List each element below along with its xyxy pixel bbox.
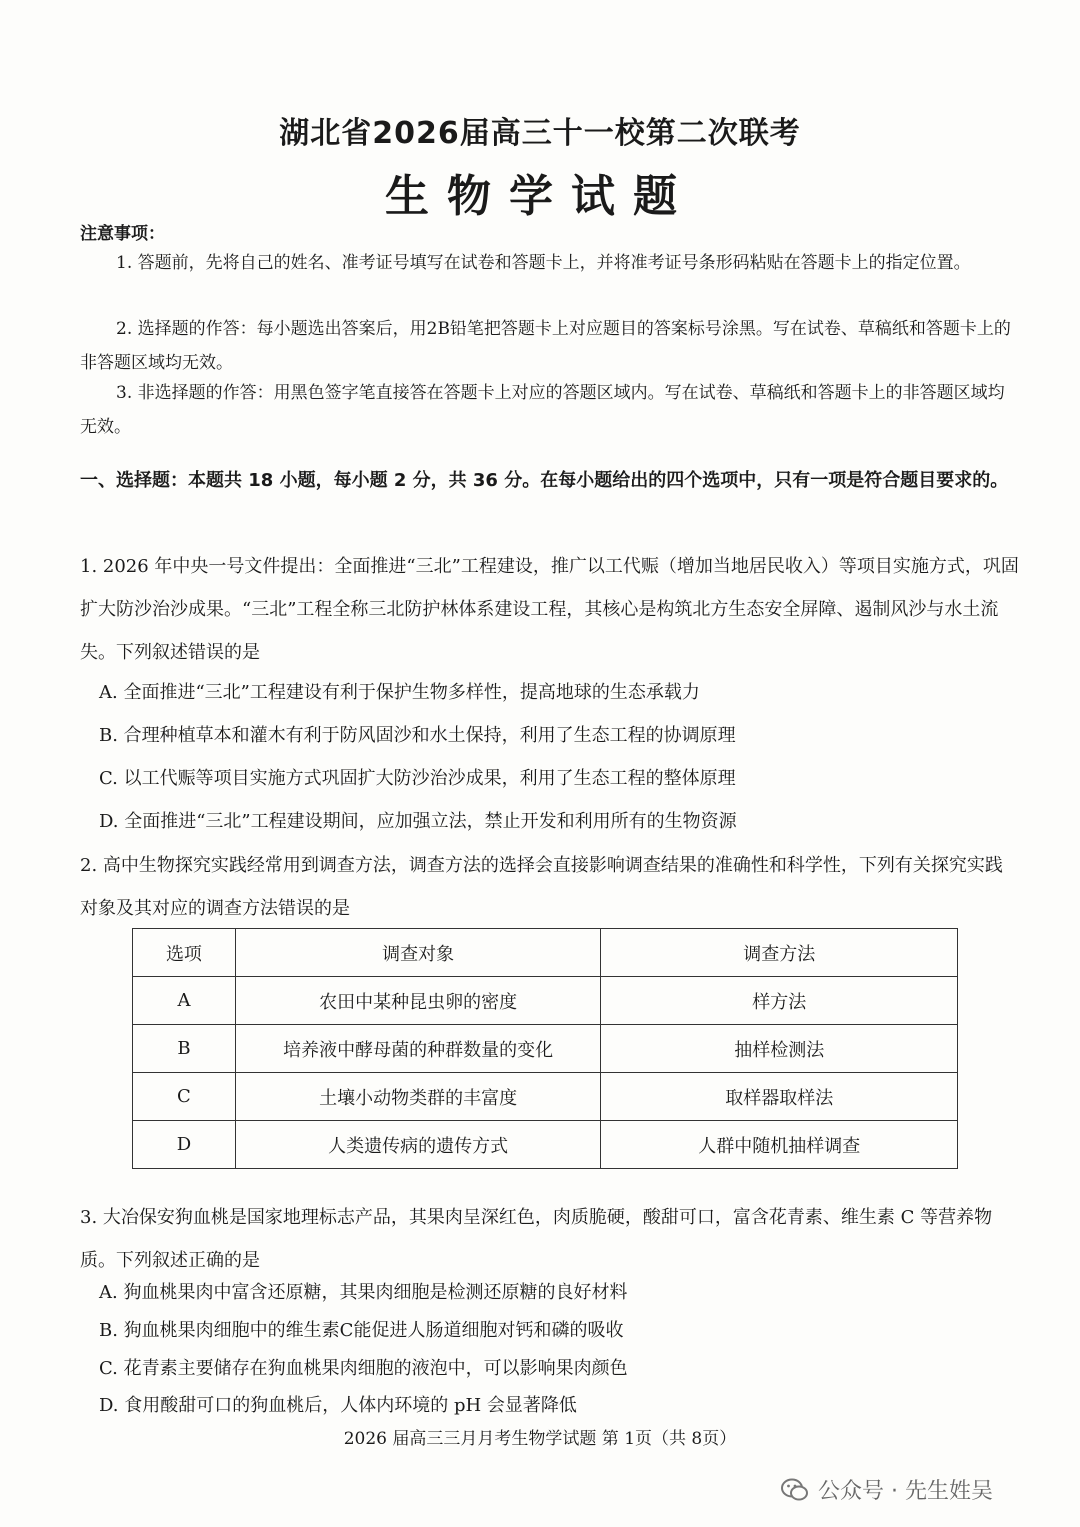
question-3-option-c: C. 花青素主要储存在狗血桃果肉细胞的液泡中，可以影响果肉颜色: [99, 1358, 628, 1379]
table-cell: 农田中某种昆虫卵的密度: [235, 977, 601, 1025]
question-2-stem: 2. 高中生物探究实践经常用到调查方法，调查方法的选择会直接影响调查结果的准确性和科学性，下列有关探究实践对象及其对应的调查方法错误的是: [80, 855, 1003, 919]
survey-method-table: [132, 928, 958, 1169]
table-row: [133, 977, 958, 1025]
table-row: [133, 1025, 958, 1073]
page-footer: 2026 届高三三月月考生物学试题 第 1页（共 8页）: [343, 1429, 737, 1449]
question-3-stem: 3. 大冶保安狗血桃是国家地理标志产品，其果肉呈深红色，肉质脆硬，酸甜可口，富含花青素、维生素 C 等营养物质。下列叙述正确的是: [80, 1207, 993, 1271]
table-header-cell: 调查对象: [235, 929, 601, 977]
table-row: [133, 1073, 958, 1121]
table-cell: 人类遗传病的遗传方式: [235, 1121, 601, 1169]
exam-title: 湖北省2026届高三十一校第二次联考: [279, 116, 801, 151]
table-header-cell: 选项: [133, 929, 236, 977]
notice-item-1: 1. 答题前，先将自己的姓名、准考证号填写在试卷和答题卡上，并将准考证号条形码粘贴在答题卡上的指定位置。: [116, 253, 971, 273]
question-1-option-b: B. 合理种植草本和灌木有利于防风固沙和水土保持，利用了生态工程的协调原理: [99, 725, 736, 746]
table-cell: D: [133, 1121, 236, 1169]
table-cell: C: [133, 1073, 236, 1121]
table-header-cell: 调查方法: [601, 929, 958, 977]
watermark-text: 公众号 · 先生姓吴: [818, 1479, 993, 1504]
question-1-option-c: C. 以工代赈等项目实施方式巩固扩大防沙治沙成果，利用了生态工程的整体原理: [99, 768, 736, 789]
table-cell: 培养液中酵母菌的种群数量的变化: [235, 1025, 601, 1073]
table-cell: 人群中随机抽样调查: [601, 1121, 958, 1169]
question-1-option-d: D. 全面推进“三北”工程建设期间，应加强立法，禁止开发和利用所有的生物资源: [99, 811, 737, 832]
notice-item-2: 2. 选择题的作答：每小题选出答案后，用2B铅笔把答题卡上对应题目的答案标号涂黑。写在试卷、草稿纸和答题卡上的非答题区域均无效。: [80, 319, 1011, 373]
table-cell: B: [133, 1025, 236, 1073]
table-row: [133, 1121, 958, 1169]
question-3-option-a: A. 狗血桃果肉中富含还原糖，其果肉细胞是检测还原糖的良好材料: [99, 1282, 628, 1303]
watermark: [780, 1474, 993, 1505]
table-header-row: [133, 929, 958, 977]
section-heading: 一、选择题：本题共 18 小题，每小题 2 分，共 36 分。在每小题给出的四个选项中，只有一项是符合题目要求的。: [80, 470, 1009, 491]
table-cell: 土壤小动物类群的丰富度: [235, 1073, 601, 1121]
wechat-icon: [780, 1475, 810, 1505]
table-cell: 取样器取样法: [601, 1073, 958, 1121]
exam-subject: 生物学试题: [385, 171, 695, 222]
table-cell: 抽样检测法: [601, 1025, 958, 1073]
question-3-option-d: D. 食用酸甜可口的狗血桃后，人体内环境的 pH 会显著降低: [99, 1395, 577, 1416]
notice-item-3: 3. 非选择题的作答：用黑色签字笔直接答在答题卡上对应的答题区域内。写在试卷、草稿纸和答题卡上的非答题区域均无效。: [80, 383, 1005, 437]
question-1-option-a: A. 全面推进“三北”工程建设有利于保护生物多样性，提高地球的生态承载力: [99, 682, 700, 703]
table-cell: A: [133, 977, 236, 1025]
question-3-option-b: B. 狗血桃果肉细胞中的维生素C能促进人肠道细胞对钙和磷的吸收: [99, 1320, 624, 1341]
question-1-stem: 1. 2026 年中央一号文件提出：全面推进“三北”工程建设，推广以工代赈（增加当地居民收入）等项目实施方式，巩固扩大防沙治沙成果。“三北”工程全称三北防护林体系建设工程，其核心是构筑北方生态安全屏障、遏制风沙与水土流失。下列叙述错误的是: [80, 556, 1019, 663]
table-cell: 样方法: [601, 977, 958, 1025]
notice-heading: 注意事项：: [80, 224, 165, 244]
